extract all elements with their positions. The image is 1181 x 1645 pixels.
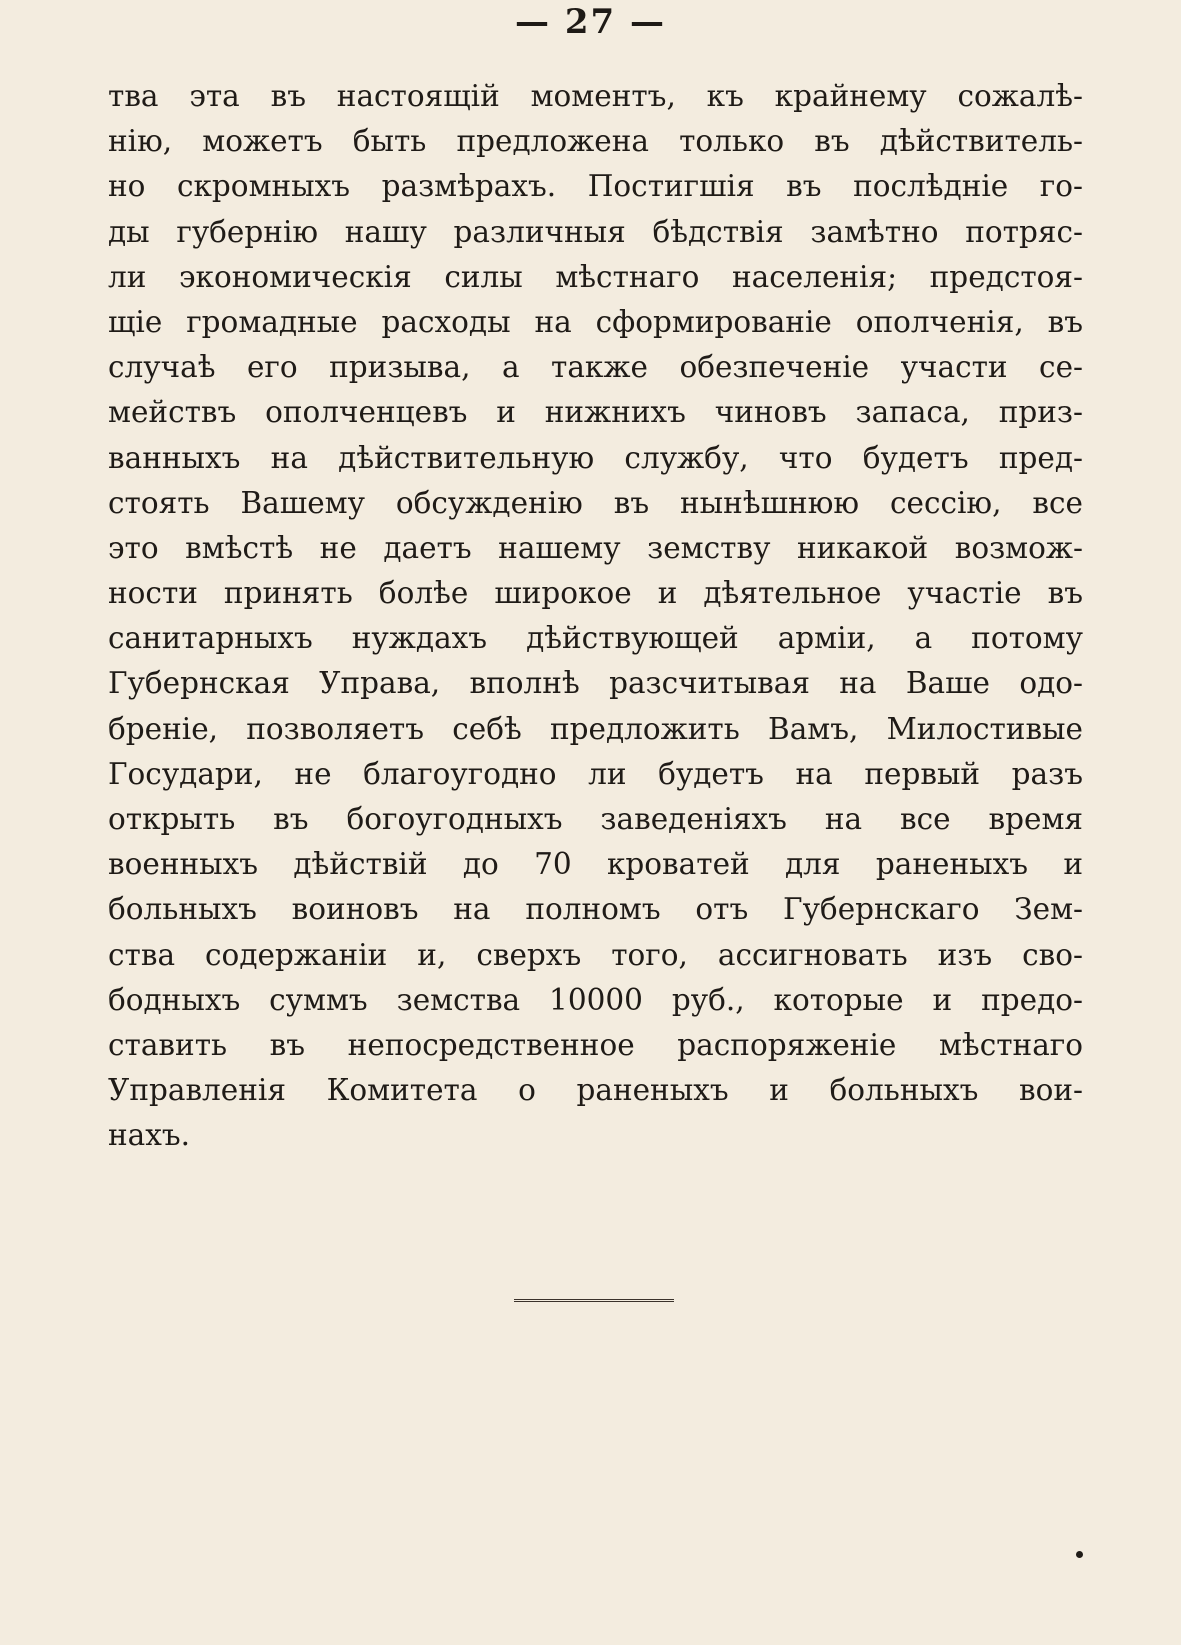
text-line: Государи, не благоугодно ли будетъ на первый разъ: [108, 756, 1083, 791]
text-line: нахъ.: [108, 1118, 191, 1153]
text-line: нію, можетъ быть предложена только въ дѣйствитель-: [108, 124, 1083, 159]
text-line: больныхъ воиновъ на полномъ отъ Губернскаго Зем-: [108, 892, 1083, 927]
section-divider: [514, 1299, 674, 1302]
text-line: ванныхъ на дѣйствительную службу, что будетъ пред-: [108, 440, 1083, 475]
text-line: ства содержаніи и, сверхъ того, ассигновать изъ сво-: [108, 937, 1083, 972]
text-line: ли экономическія силы мѣстнаго населенія; предстоя-: [108, 259, 1083, 294]
text-line: это вмѣстѣ не даетъ нашему земству никакой возмож-: [108, 530, 1083, 565]
text-line: ности принять болѣе широкое и дѣятельное участіе въ: [108, 576, 1083, 611]
text-line: военныхъ дѣйствій до 70 кроватей для раненыхъ и: [108, 847, 1083, 882]
text-line: Управленія Комитета о раненыхъ и больныхъ вои-: [108, 1073, 1083, 1108]
text-line: ставить въ непосредственное распоряженіе мѣстнаго: [108, 1027, 1083, 1062]
page-number: — 27 —: [515, 2, 666, 42]
text-line: мействъ ополченцевъ и нижнихъ чиновъ запаса, приз-: [108, 395, 1083, 430]
text-line: ды губернію нашу различныя бѣдствія замѣтно потряс-: [108, 214, 1083, 249]
text-line: бодныхъ суммъ земства 10000 руб., которые и предо-: [108, 982, 1083, 1017]
ink-dot: [1076, 1551, 1083, 1558]
text-line: санитарныхъ нуждахъ дѣйствующей арміи, а потому: [108, 621, 1083, 656]
text-line: стоять Вашему обсужденію въ нынѣшнюю сессію, все: [108, 485, 1083, 520]
text-line: Губернская Управа, вполнѣ разсчитывая на Ваше одо-: [108, 666, 1083, 701]
text-line: щіе громадные расходы на сформированіе ополченія, въ: [108, 304, 1083, 339]
text-line: бреніе, позволяетъ себѣ предложить Вамъ, Милостивые: [108, 711, 1083, 746]
text-line: открыть въ богоугодныхъ заведеніяхъ на все время: [108, 802, 1083, 836]
text-line: но скромныхъ размѣрахъ. Постигшія въ послѣдніе го-: [108, 169, 1083, 204]
text-line: тва эта въ настоящій моментъ, къ крайнему сожалѣ-: [108, 79, 1083, 113]
body-text: [108, 74, 1083, 1159]
text-line: случаѣ его призыва, а также обезпеченіе участи се-: [108, 350, 1083, 385]
